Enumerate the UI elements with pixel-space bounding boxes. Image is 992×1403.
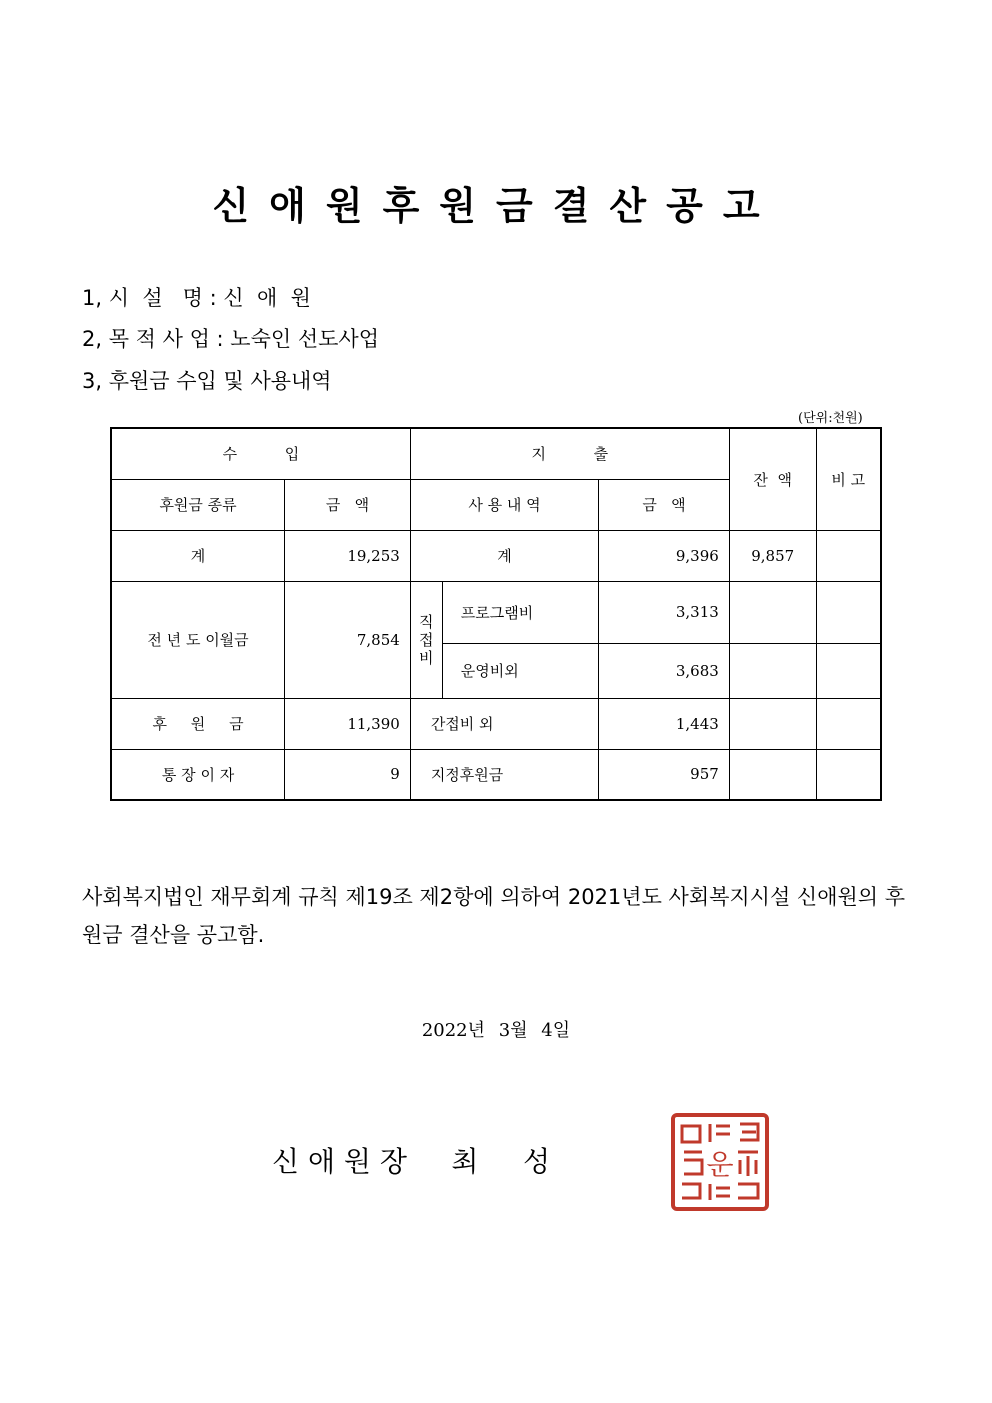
note-cell	[816, 698, 881, 749]
table-row	[111, 581, 881, 643]
designated-value: 957	[599, 749, 730, 800]
item-facility-name: 1, 시 설 명 : 신 애 원	[82, 286, 311, 310]
balance-cell	[729, 698, 816, 749]
header-balance: 잔 액	[729, 428, 816, 530]
subheader-amount-in: 금 액	[285, 479, 411, 530]
operating-label: 운영비외	[442, 643, 598, 698]
table-row	[111, 749, 881, 800]
page-title: 신애원후원금결산공고	[212, 184, 780, 228]
note-cell	[816, 643, 881, 698]
header-income: 수 입	[111, 428, 410, 479]
interest-value: 9	[285, 749, 411, 800]
donation-label: 후 원 금	[111, 698, 285, 749]
table-row	[111, 698, 881, 749]
balance-cell	[729, 581, 816, 643]
balance-cell	[729, 749, 816, 800]
note-cell	[816, 581, 881, 643]
total-out-value: 9,396	[599, 530, 730, 581]
subheader-donation-type: 후원금 종류	[111, 479, 285, 530]
subheader-usage: 사 용 내 역	[410, 479, 598, 530]
direct-cost-label: 직접비	[419, 612, 434, 667]
total-in-value: 19,253	[285, 530, 411, 581]
director-signature: 신 애 원 장 최 성	[272, 1145, 550, 1178]
announcement-date: 2022년 3월 4일	[421, 1020, 571, 1041]
program-value: 3,313	[599, 581, 730, 643]
item-income-usage: 3, 후원금 수입 및 사용내역	[82, 369, 332, 393]
indirect-label: 간접비 외	[410, 698, 598, 749]
balance-cell	[729, 643, 816, 698]
carryover-value: 7,854	[285, 581, 411, 698]
indirect-value: 1,443	[599, 698, 730, 749]
finance-table	[110, 427, 882, 801]
official-seal-icon	[670, 1112, 770, 1212]
header-expense: 지 출	[410, 428, 729, 479]
total-out-label: 계	[410, 530, 598, 581]
header-note: 비 고	[816, 428, 881, 530]
note-cell	[816, 530, 881, 581]
table-row	[111, 530, 881, 581]
total-balance: 9,857	[729, 530, 816, 581]
subheader-amount-out: 금 액	[599, 479, 730, 530]
announcement-paragraph: 사회복지법인 재무회계 규칙 제19조 제2항에 의하여 2021년도 사회복지시설 신애원의 후원금 결산을 공고함.	[82, 885, 906, 947]
donation-value: 11,390	[285, 698, 411, 749]
seal-glyph: 운	[706, 1148, 734, 1181]
unit-label: (단위:천원)	[798, 411, 863, 426]
designated-label: 지정후원금	[410, 749, 598, 800]
program-label: 프로그램비	[442, 581, 598, 643]
interest-label: 통 장 이 자	[111, 749, 285, 800]
total-in-label: 계	[111, 530, 285, 581]
direct-cost-label-cell	[410, 581, 442, 698]
operating-value: 3,683	[599, 643, 730, 698]
carryover-label: 전 년 도 이월금	[111, 581, 285, 698]
note-cell	[816, 749, 881, 800]
item-purpose: 2, 목 적 사 업 : 노숙인 선도사업	[82, 327, 379, 351]
